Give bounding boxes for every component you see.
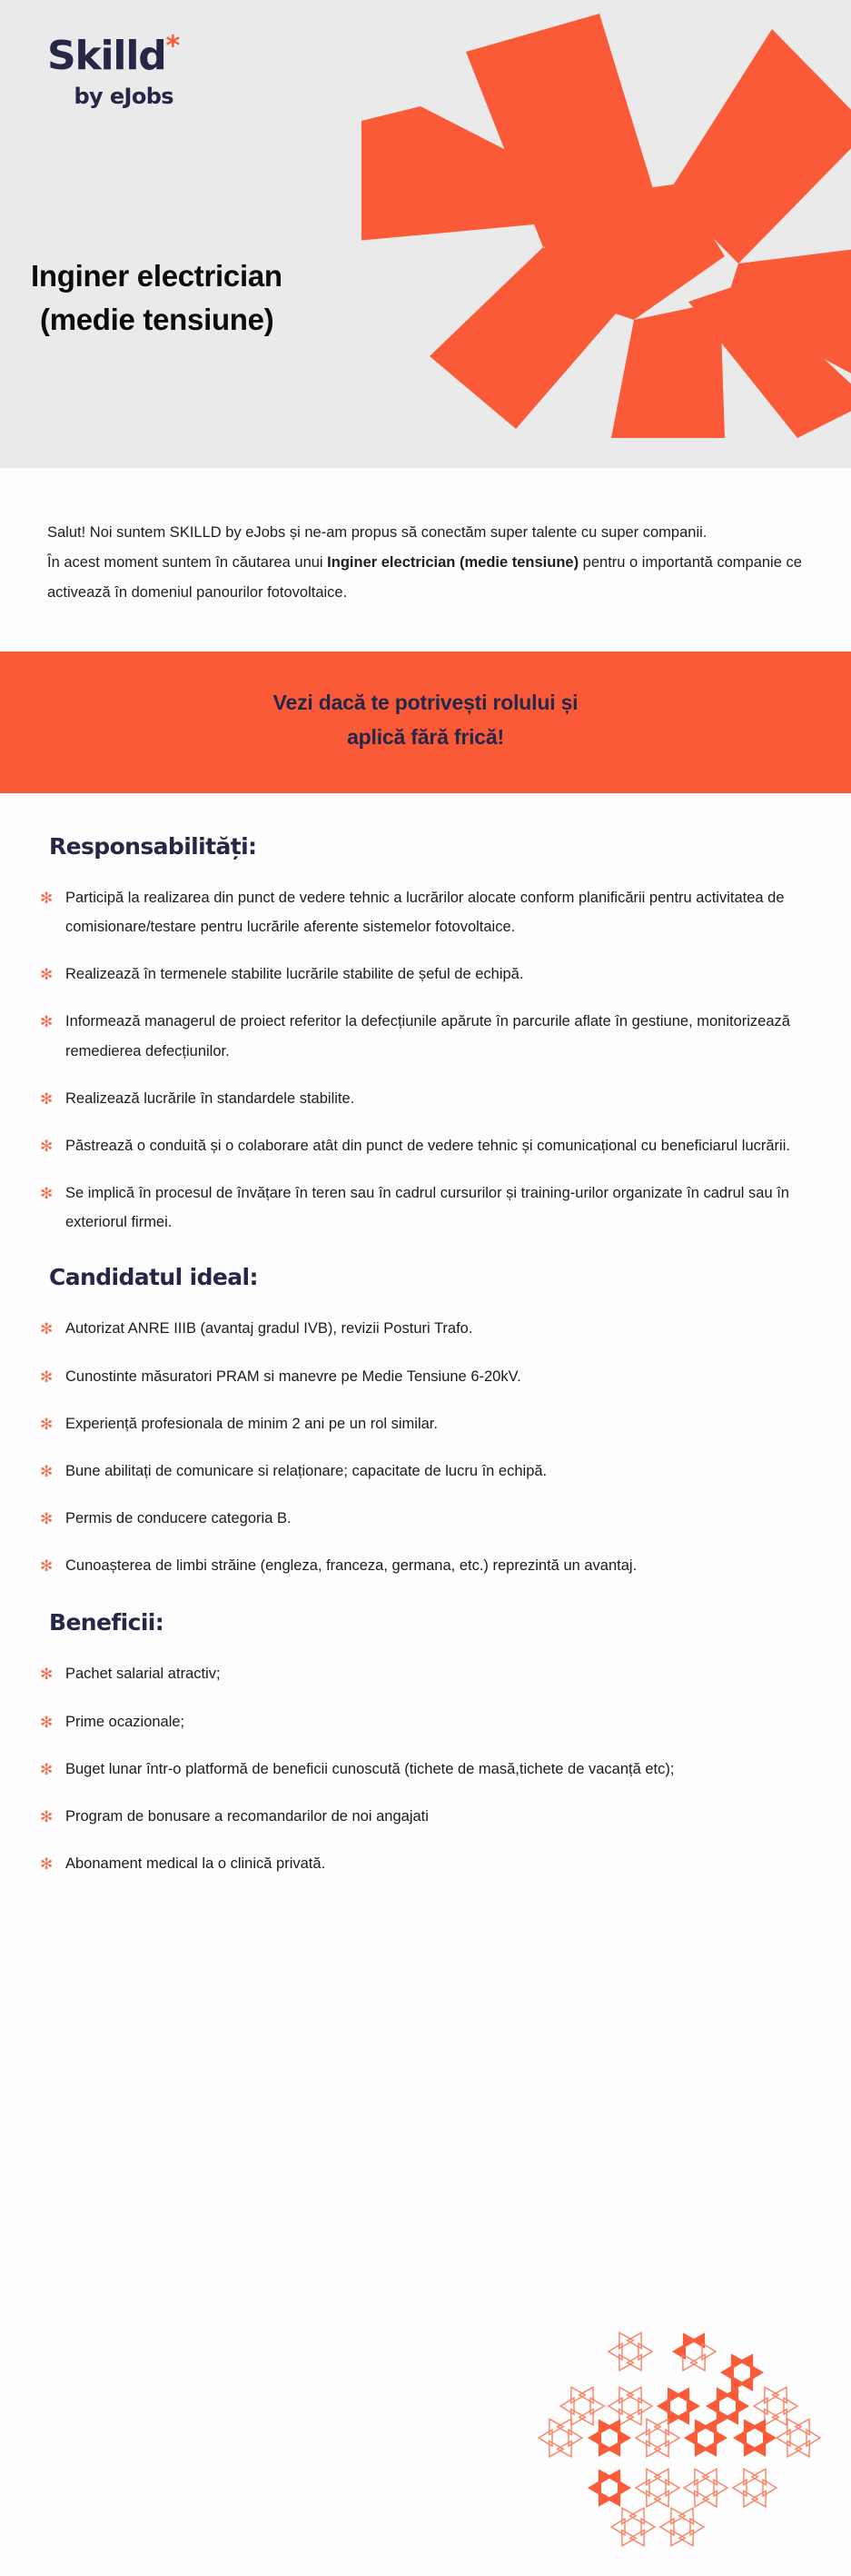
intro-role-highlight: Inginer electrician (medie tensiune)	[327, 554, 579, 571]
list-item-text: Program de bonusare a recomandarilor de noi angajati	[65, 1807, 429, 1825]
list-item-text: Bune abilitați de comunicare si relaționare; capacitate de lucru în echipă.	[65, 1462, 548, 1479]
intro-paragraph-1: Salut! Noi suntem SKILLD by eJobs și ne-am propus să conectăm super talente cu super companii.	[47, 524, 708, 541]
asterisk-bullet-icon: ✻	[40, 1137, 54, 1156]
list-item	[36, 1707, 815, 1736]
list-item	[36, 883, 815, 941]
list-item	[36, 1551, 815, 1580]
cta-line-2: aplică fără frică!	[347, 724, 504, 749]
cta-line-1: Vezi dacă te potrivești rolului și	[272, 691, 579, 714]
bullet-list	[36, 883, 815, 1238]
list-item	[36, 1314, 815, 1343]
list-item-text: Realizează în termenele stabilite lucrările stabilite de șeful de echipă.	[65, 966, 524, 983]
list-item	[36, 1131, 815, 1160]
list-item-text: Participă la realizarea din punct de vedere tehnic a lucrărilor alocate conform planificării pentru activitatea de comisionare/testare pentru lucrările aferente sistemelor fotovoltaice.	[65, 889, 785, 936]
asterisk-bullet-icon: ✻	[40, 1320, 54, 1339]
asterisk-bullet-icon: ✻	[40, 966, 54, 985]
list-item-text: Pachet salarial atractiv;	[65, 1666, 221, 1683]
logo-wordmark	[47, 30, 179, 79]
asterisk-bullet-icon: ✻	[40, 1415, 54, 1434]
section-beneficii	[36, 1609, 815, 1878]
list-item	[36, 960, 815, 989]
asterisk-bullet-icon: ✻	[40, 1807, 54, 1826]
job-title-line-2: (medie tensiune)	[40, 302, 274, 336]
asterisk-bullet-icon: ✻	[40, 889, 54, 908]
intro-section	[0, 468, 851, 651]
list-item	[36, 1802, 815, 1831]
asterisk-bullet-icon: ✻	[40, 1557, 54, 1576]
intro-paragraph-2	[47, 548, 804, 608]
asterisk-bullet-icon: ✻	[40, 1368, 54, 1387]
footer-spacer	[36, 1896, 815, 2169]
asterisk-bullet-icon: ✻	[40, 1760, 54, 1779]
list-item-text: Buget lunar într-o platformă de beneficii cunoscută (tichete de masă,tichete de vacanță etc);	[65, 1760, 675, 1777]
section-responsabilitati	[36, 833, 815, 1238]
section-title: Beneficii:	[49, 1609, 164, 1636]
logo-asterisk-icon: *	[165, 30, 179, 63]
list-item	[36, 1362, 815, 1391]
header-asterisk-decoration	[361, 0, 851, 438]
footer-triangle-pattern	[535, 2293, 835, 2565]
job-details	[0, 793, 851, 2196]
list-item	[36, 1659, 815, 1688]
list-item-text: Autorizat ANRE IIIB (avantaj gradul IVB), revizii Posturi Trafo.	[65, 1320, 473, 1338]
intro-p2-lead: În acest moment suntem în căutarea unui	[47, 554, 328, 571]
list-item	[36, 1084, 815, 1113]
section-title: Candidatul ideal:	[49, 1264, 258, 1291]
asterisk-bullet-icon: ✻	[40, 1013, 54, 1032]
list-item-text: Păstrează o conduită și o colaborare atât din punct de vedere tehnic și comunicațional cu beneficiarul lucrării.	[65, 1137, 790, 1154]
list-item-text: Se implică în procesul de învățare în teren sau în cadrul cursurilor și training-urilor organizate în cadrul sau în exteriorul firmei.	[65, 1185, 789, 1231]
list-item	[36, 1409, 815, 1438]
list-item-text: Experiență profesionala de minim 2 ani pe un rol similar.	[65, 1415, 438, 1432]
section-title: Responsabilități:	[49, 832, 257, 860]
asterisk-bullet-icon: ✻	[40, 1855, 54, 1875]
asterisk-bullet-icon: ✻	[40, 1185, 54, 1204]
section-candidatul-ideal	[36, 1264, 815, 1580]
list-item-text: Informează managerul de proiect referitor la defecțiunile apărute în parcurile aflate în gestiune, monitorizează remedierea defecțiunilor.	[65, 1013, 790, 1059]
cta-banner[interactable]	[0, 651, 851, 793]
list-item	[36, 1179, 815, 1237]
bullet-list	[36, 1314, 815, 1580]
logo-subtitle: by eJobs	[74, 84, 173, 109]
list-item-text: Prime ocazionale;	[65, 1713, 185, 1730]
brand-logo[interactable]	[47, 30, 179, 109]
list-item-text: Cunostinte măsuratori PRAM si manevre pe Medie Tensiune 6-20kV.	[65, 1368, 521, 1385]
intro-p2-tail: pentru o importantă companie ce activează în domeniul panourilor fotovoltaice.	[47, 554, 802, 601]
list-item-text: Permis de conducere categoria B.	[65, 1510, 292, 1527]
asterisk-bullet-icon: ✻	[40, 1713, 54, 1732]
list-item	[36, 1504, 815, 1533]
page-title	[31, 254, 282, 342]
list-item	[36, 1755, 815, 1784]
asterisk-bullet-icon: ✻	[40, 1089, 54, 1109]
asterisk-bullet-icon: ✻	[40, 1510, 54, 1529]
logo-text: Skilld	[47, 33, 166, 79]
asterisk-bullet-icon: ✻	[40, 1462, 54, 1481]
list-item	[36, 1007, 815, 1065]
bullet-list	[36, 1659, 815, 1878]
list-item-text: Realizează lucrările în standardele stabilite.	[65, 1089, 355, 1107]
job-title-line-1: Inginer electrician	[31, 259, 282, 293]
list-item	[36, 1457, 815, 1486]
asterisk-bullet-icon: ✻	[40, 1666, 54, 1685]
list-item	[36, 1849, 815, 1878]
page-header	[0, 0, 851, 468]
list-item-text: Cunoașterea de limbi străine (engleza, franceza, germana, etc.) reprezintă un avantaj.	[65, 1557, 638, 1575]
list-item-text: Abonament medical la o clinică privată.	[65, 1855, 326, 1873]
